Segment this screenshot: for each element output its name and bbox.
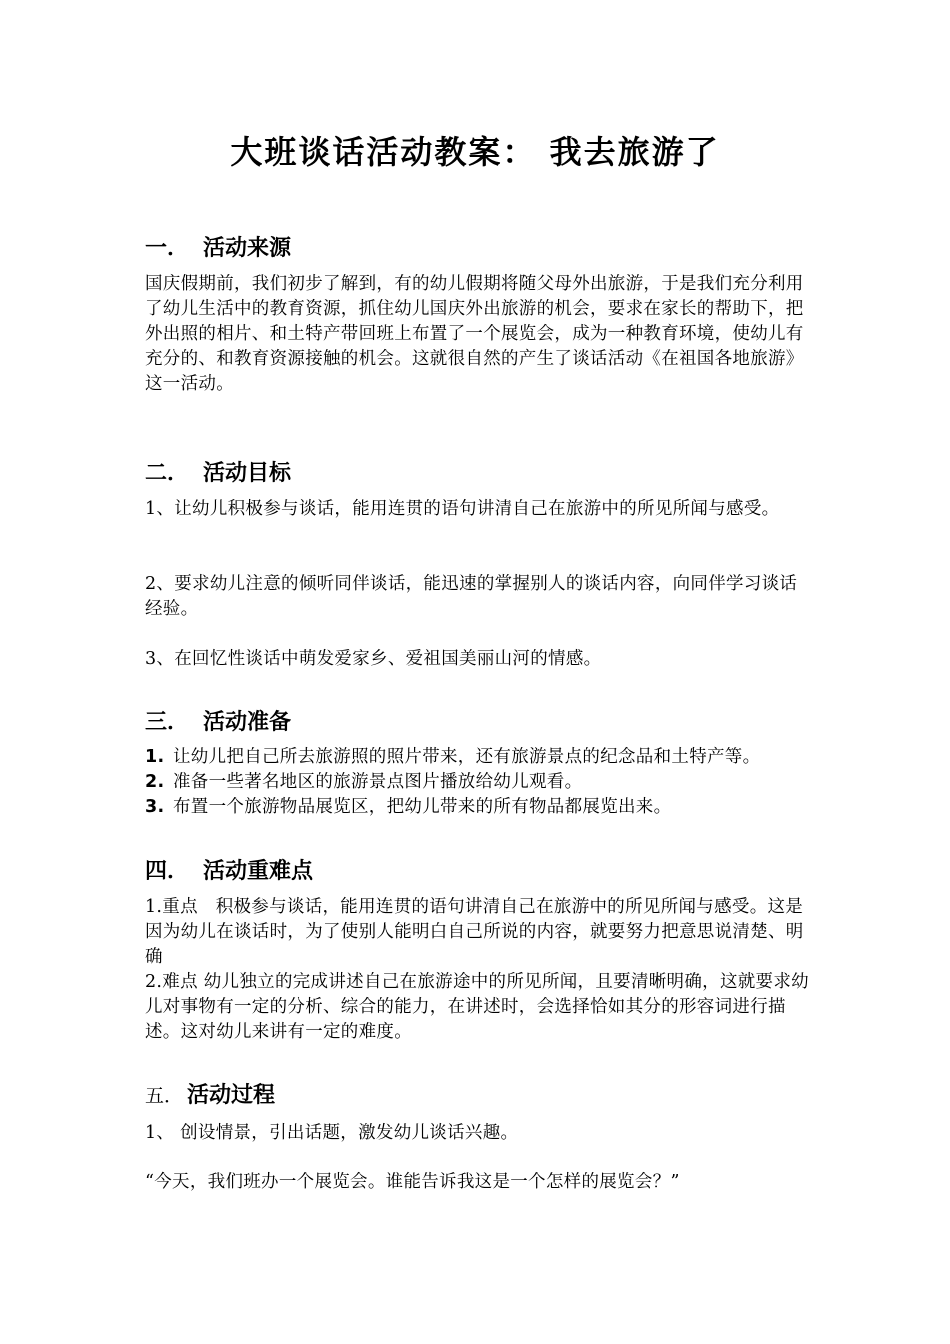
process-quote-paragraph: “今天，我们班办一个展览会。谁能告诉我这是一个怎样的展览会？” [145, 1172, 680, 1192]
process-step-paragraph: 1、 创设情景，引出话题，激发幼儿谈话兴趣。 [145, 1123, 519, 1143]
source-paragraph: 国庆假期前，我们初步了解到，有的幼儿假期将随父母外出旅游，于是我们充分利用了幼儿生活中的教育资源，抓住幼儿国庆外出旅游的机会，要求在家长的帮助下，把外出照的相片、和土特产带回班上布置了一个展览会，成为一种教育环境，使幼儿有充分的、和教育资源接触的机会。这就很自然的产生了谈话活动《在祖国各地旅游》这一活动。 [145, 274, 804, 394]
list-marker: 2. [145, 772, 165, 792]
section-heading-goals [145, 459, 291, 489]
goal-paragraph-3: 3、在回忆性谈话中萌发爱家乡、爱祖国美丽山河的情感。 [145, 649, 602, 669]
list-item [145, 745, 810, 770]
section-heading-process [145, 1081, 275, 1111]
preparation-list [145, 745, 810, 820]
section-number: 四． [145, 859, 190, 884]
list-item [145, 795, 810, 820]
section-number: 二． [145, 461, 190, 486]
list-marker: 1. [145, 747, 165, 767]
key-point-paragraph: 1.重点 积极参与谈话，能用连贯的语句讲清自己在旅游中的所见所闻与感受。这是因为幼儿在谈话时，为了使别人能明白自己所说的内容，就要努力把意思说清楚、明确 [145, 897, 804, 967]
list-item-text: 布置一个旅游物品展览区，把幼儿带来的所有物品都展览出来。 [173, 797, 672, 817]
section-title: 活动过程 [187, 1083, 276, 1108]
section-heading-source [145, 234, 291, 264]
section-number: 三． [145, 710, 190, 735]
section-title: 活动目标 [203, 461, 292, 486]
difficulty-paragraph: 2.难点 幼儿独立的完成讲述自己在旅游途中的所见所闻，且要清晰明确，这就要求幼儿对事物有一定的分析、综合的能力，在讲述时，会选择恰如其分的形容词进行描述。这对幼儿来讲有一定的难度。 [145, 972, 809, 1042]
list-item-text: 准备一些著名地区的旅游景点图片播放给幼儿观看。 [173, 772, 583, 792]
section-heading-preparation [145, 708, 291, 738]
goal-paragraph-1: 1、让幼儿积极参与谈话，能用连贯的语句讲清自己在旅游中的所见所闻与感受。 [145, 499, 780, 519]
goal-paragraph-2: 2、要求幼儿注意的倾听同伴谈话，能迅速的掌握别人的谈话内容，向同伴学习谈话经验。 [145, 574, 798, 619]
list-item-text: 让幼儿把自己所去旅游照的照片带来，还有旅游景点的纪念品和土特产等。 [173, 747, 761, 767]
section-heading-key-points [145, 857, 313, 887]
list-marker: 3. [145, 797, 165, 817]
document-title: 大班谈话活动教案： 我去旅游了 [230, 133, 720, 171]
section-title: 活动重难点 [203, 859, 314, 884]
section-number: 一． [145, 236, 190, 261]
section-title: 活动来源 [203, 236, 292, 261]
section-number: 五． [145, 1085, 184, 1107]
list-item [145, 770, 810, 795]
section-title: 活动准备 [203, 710, 292, 735]
